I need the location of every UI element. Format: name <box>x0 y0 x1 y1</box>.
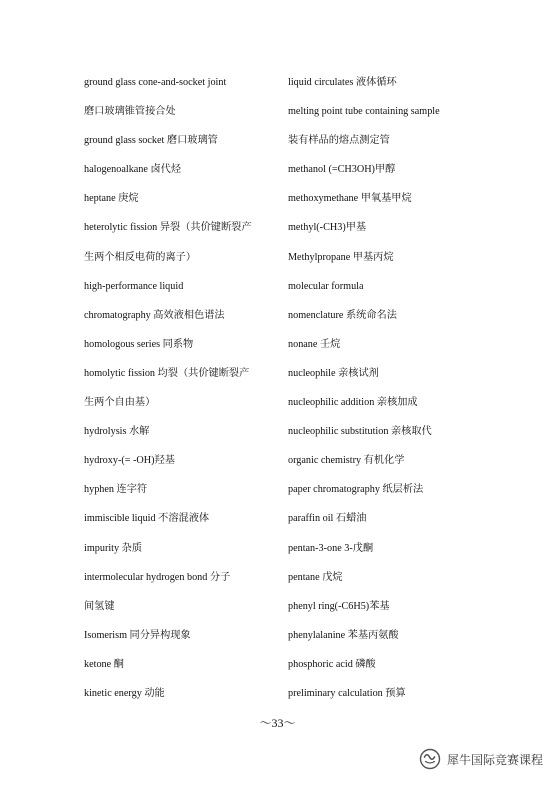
glossary-line: impurity 杂质 <box>84 542 143 554</box>
glossary-line: ground glass cone-and-socket joint <box>84 77 227 88</box>
glossary-line: molecular formula <box>288 280 364 292</box>
right-glossary-column <box>288 73 538 713</box>
glossary-line: ground glass socket 磨口玻璃管 <box>84 135 218 147</box>
glossary-line: hydrolysis 水解 <box>84 426 150 438</box>
glossary-line: methyl(-CH3)甲基 <box>288 222 367 234</box>
watermark <box>419 748 543 770</box>
glossary-line: chromatography 高效液相色谱法 <box>84 309 225 321</box>
page-number: ～33～ <box>259 716 296 730</box>
glossary-line: 生两个相反电荷的离子） <box>84 251 197 263</box>
glossary-line: nomenclature 系统命名法 <box>288 309 397 321</box>
left-glossary-column <box>84 73 280 713</box>
glossary-line: liquid circulates 液体循环 <box>288 77 397 88</box>
glossary-line: hydroxy-(= -OH)羟基 <box>84 455 175 467</box>
glossary-line: paper chromatography 纸层析法 <box>288 484 424 496</box>
glossary-line: pentan-3-one 3-戊酮 <box>288 542 374 554</box>
glossary-line: halogenoalkane 卤代烃 <box>84 164 182 176</box>
glossary-line: high-performance liquid <box>84 280 184 292</box>
glossary-line: Isomerism 同分异构现象 <box>84 629 191 641</box>
glossary-line: nucleophilic addition 亲核加成 <box>288 397 418 409</box>
glossary-line: heptane 庚烷 <box>84 193 139 205</box>
glossary-line: ketone 酮 <box>84 658 124 670</box>
glossary-line: 磨口玻璃锥管接合处 <box>84 106 176 118</box>
glossary-line: pentane 戊烷 <box>288 571 343 583</box>
glossary-line: phosphoric acid 磷酸 <box>288 658 376 670</box>
glossary-line: paraffin oil 石蜡油 <box>288 513 367 525</box>
glossary-line: nonane 壬烷 <box>288 338 341 350</box>
glossary-line: heterolytic fission 异裂（共价键断裂产 <box>84 222 252 234</box>
glossary-line: homologous series 同系物 <box>84 338 194 350</box>
glossary-line: Methylpropane 甲基丙烷 <box>288 251 394 263</box>
glossary-line: hyphen 连字符 <box>84 484 148 496</box>
glossary-line: nucleophile 亲核试剂 <box>288 367 379 379</box>
glossary-line: kinetic energy 动能 <box>84 687 165 699</box>
wechat-channel-icon <box>419 748 441 770</box>
glossary-line: organic chemistry 有机化学 <box>288 455 405 467</box>
glossary-line: preliminary calculation 预算 <box>288 687 406 699</box>
glossary-line: phenyl ring(-C6H5)苯基 <box>288 600 390 612</box>
glossary-line: methoxymethane 甲氧基甲烷 <box>288 193 412 205</box>
glossary-line: 生两个自由基） <box>84 397 156 409</box>
glossary-line: 装有样品的熔点测定管 <box>288 135 390 147</box>
glossary-line: melting point tube containing sample <box>288 106 440 118</box>
glossary-line: phenylalanine 苯基丙氨酸 <box>288 629 399 641</box>
glossary-line: immiscible liquid 不溶混液体 <box>84 513 210 525</box>
glossary-line: methanol (=CH3OH)甲醇 <box>288 164 396 176</box>
glossary-line: intermolecular hydrogen bond 分子 <box>84 571 231 583</box>
glossary-line: 间氢键 <box>84 600 115 612</box>
glossary-line: nucleophilic substitution 亲核取代 <box>288 426 432 438</box>
glossary-line: homolytic fission 均裂（共价键断裂产 <box>84 367 250 379</box>
watermark-text: 犀牛国际竞赛课程 <box>446 752 543 767</box>
